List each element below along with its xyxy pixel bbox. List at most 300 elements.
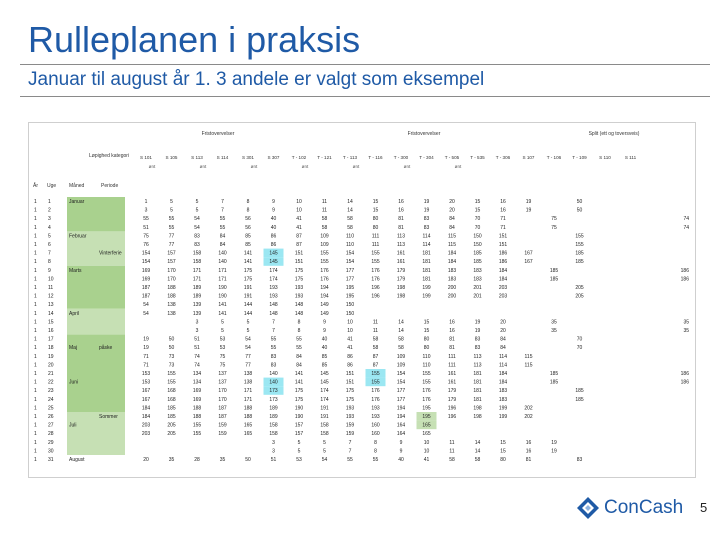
table-cell: 167 bbox=[524, 259, 533, 266]
table-cell: 185 bbox=[575, 259, 584, 266]
table-cell: 11 bbox=[321, 199, 328, 205]
table-cell: 40 bbox=[270, 216, 277, 223]
table-cell: 3 bbox=[144, 207, 148, 214]
table-cell: 170 bbox=[167, 276, 176, 283]
table-cell: 19 bbox=[525, 199, 532, 205]
table-cell: 80 bbox=[500, 457, 506, 463]
table-cell: 19 bbox=[474, 328, 481, 334]
table-cell: 41 bbox=[296, 224, 302, 231]
table-cell: 157 bbox=[167, 259, 176, 266]
table-cell: 155 bbox=[167, 379, 176, 386]
table-cell: 9 bbox=[323, 328, 326, 334]
table-cell: 202 bbox=[524, 405, 533, 412]
table-cell: 170 bbox=[218, 396, 227, 403]
table-cell: 159 bbox=[218, 431, 227, 438]
column-sublabel: ønt bbox=[199, 164, 207, 169]
table-cell: 115 bbox=[524, 353, 533, 360]
table-cell: 193 bbox=[345, 414, 355, 420]
row-year: 1 bbox=[34, 276, 37, 283]
table-cell: 144 bbox=[243, 310, 253, 317]
table-cell: 169 bbox=[192, 388, 202, 395]
table-cell: 84 bbox=[296, 362, 302, 369]
period-label: Januar bbox=[69, 199, 85, 205]
table-cell: 149 bbox=[320, 302, 329, 309]
table-cell: 8 bbox=[246, 199, 250, 205]
row-week: 24 bbox=[48, 396, 54, 403]
table-cell: 195 bbox=[422, 405, 431, 412]
table-cell: 141 bbox=[218, 302, 227, 309]
row-week: 12 bbox=[48, 293, 54, 300]
table-cell: 109 bbox=[396, 362, 406, 369]
row-year: 1 bbox=[34, 224, 37, 231]
table-cell: 205 bbox=[167, 422, 176, 429]
table-cell: 185 bbox=[549, 371, 559, 377]
table-cell: 58 bbox=[372, 336, 379, 343]
table-cell: 16 bbox=[398, 199, 404, 205]
table-cell: 153 bbox=[141, 371, 151, 377]
table-cell: 85 bbox=[245, 233, 251, 240]
table-cell: 77 bbox=[168, 233, 175, 240]
table-cell: 81 bbox=[398, 216, 404, 223]
row-week: 29 bbox=[48, 439, 54, 446]
table-cell: 16 bbox=[500, 199, 506, 205]
table-cell: 114 bbox=[422, 233, 431, 240]
row-week: 26 bbox=[48, 414, 54, 420]
table-cell: 165 bbox=[422, 431, 431, 438]
column-header: T - 113 bbox=[342, 155, 358, 160]
table-cell: 54 bbox=[143, 302, 149, 309]
table-cell: 138 bbox=[243, 379, 253, 386]
row-year: 1 bbox=[34, 439, 37, 446]
table-cell: 84 bbox=[500, 336, 506, 343]
table-cell: 177 bbox=[345, 276, 355, 283]
table-cell: 141 bbox=[218, 310, 227, 317]
table-cell: 138 bbox=[167, 302, 176, 309]
table-cell: 55 bbox=[219, 216, 226, 223]
table-cell: 15 bbox=[500, 448, 506, 455]
table-cell: 188 bbox=[243, 414, 253, 420]
table-cell: 20 bbox=[449, 199, 455, 205]
table-cell: 194 bbox=[396, 405, 406, 412]
row-week: 17 bbox=[48, 336, 54, 343]
table-cell: 1 bbox=[144, 199, 148, 205]
table-cell: 14 bbox=[474, 439, 481, 446]
table-cell: 7 bbox=[348, 439, 352, 446]
table-cell: 70 bbox=[474, 216, 481, 223]
table-cell: 83 bbox=[270, 362, 277, 369]
row-year: 1 bbox=[34, 457, 37, 463]
table-cell: 141 bbox=[294, 371, 304, 377]
table-cell: 16 bbox=[398, 207, 404, 214]
table-cell: 195 bbox=[422, 414, 431, 420]
column-header: S 307 bbox=[267, 155, 280, 160]
table-cell: 158 bbox=[269, 422, 278, 429]
table-cell: 115 bbox=[448, 242, 456, 248]
table-cell: 201 bbox=[473, 285, 482, 291]
table-cell: 189 bbox=[269, 405, 278, 412]
column-header: S 105 bbox=[165, 155, 178, 160]
left-header: Periode bbox=[101, 183, 119, 189]
table-cell: 137 bbox=[218, 379, 227, 386]
row-year: 1 bbox=[34, 250, 37, 257]
row-year: 1 bbox=[34, 414, 37, 420]
row-year: 1 bbox=[34, 371, 37, 377]
table-cell: 77 bbox=[168, 242, 175, 248]
table-cell: 20 bbox=[449, 207, 455, 214]
table-cell: 58 bbox=[474, 457, 481, 463]
column-sublabel: ønt bbox=[301, 164, 309, 169]
table-cell: 171 bbox=[218, 276, 227, 283]
row-year: 1 bbox=[34, 319, 37, 326]
row-week: 4 bbox=[48, 224, 51, 231]
table-cell: 190 bbox=[294, 405, 304, 412]
column-sublabel: ønt bbox=[352, 164, 360, 169]
table-cell: 74 bbox=[194, 362, 200, 369]
table-cell: 58 bbox=[347, 216, 353, 223]
table-cell: 86 bbox=[347, 353, 353, 360]
table-cell: 155 bbox=[371, 259, 380, 266]
table-cell: 10 bbox=[423, 439, 430, 446]
table-cell: 3 bbox=[272, 448, 275, 455]
table-cell: 183 bbox=[473, 276, 482, 283]
row-week: 20 bbox=[48, 362, 54, 369]
table-cell: 155 bbox=[192, 422, 202, 429]
table-cell: 11 bbox=[372, 328, 379, 334]
table-cell: 81 bbox=[525, 457, 532, 463]
table-cell: 85 bbox=[321, 362, 328, 369]
table-cell: 81 bbox=[449, 336, 455, 343]
table-cell: 16 bbox=[500, 207, 506, 214]
table-cell: 20 bbox=[143, 457, 149, 463]
column-header: T - 102 bbox=[291, 155, 307, 160]
right-edge-value: 186 bbox=[680, 276, 689, 283]
table-cell: 83 bbox=[576, 457, 583, 463]
table-cell: 181 bbox=[422, 259, 431, 266]
table-cell: 194 bbox=[320, 293, 329, 300]
period-label: påske bbox=[99, 345, 113, 352]
table-cell: 111 bbox=[371, 242, 380, 248]
table-cell: 201 bbox=[473, 293, 482, 300]
table-cell: 141 bbox=[243, 250, 253, 257]
column-header: T - 304 bbox=[419, 155, 434, 160]
table-cell: 53 bbox=[219, 345, 226, 352]
row-week: 18 bbox=[48, 345, 54, 352]
table-cell: 176 bbox=[371, 276, 380, 283]
table-cell: 203 bbox=[141, 431, 151, 438]
row-year: 1 bbox=[34, 353, 37, 360]
table-cell: 70 bbox=[576, 345, 583, 352]
row-week: 25 bbox=[48, 405, 54, 412]
period-label: Maj bbox=[69, 345, 78, 352]
table-cell: 10 bbox=[347, 319, 353, 326]
table-cell: 75 bbox=[219, 362, 226, 369]
table-cell: 200 bbox=[447, 293, 457, 300]
table-cell: 187 bbox=[218, 405, 227, 412]
table-cell: 175 bbox=[294, 276, 304, 283]
table-cell: 5 bbox=[246, 328, 250, 334]
logo-text: ConCash bbox=[604, 497, 684, 518]
table-cell: 148 bbox=[269, 310, 278, 317]
column-sublabel: ønt bbox=[250, 164, 258, 169]
table-cell: 83 bbox=[423, 224, 430, 231]
table-cell: 19 bbox=[474, 319, 481, 326]
table-cell: 193 bbox=[269, 285, 278, 291]
column-header: S 111 bbox=[624, 155, 637, 160]
row-year: 1 bbox=[34, 448, 37, 455]
table-cell: 138 bbox=[167, 310, 176, 317]
table-cell: 58 bbox=[398, 336, 404, 343]
table-cell: 8 bbox=[297, 319, 301, 326]
table-cell: 9 bbox=[399, 439, 403, 446]
table-cell: 85 bbox=[245, 242, 251, 248]
slide-title: Rulleplanen i praksis bbox=[28, 19, 361, 60]
table-cell: 145 bbox=[269, 259, 278, 266]
table-cell: 7 bbox=[221, 199, 224, 205]
spreadsheet-image bbox=[28, 122, 696, 478]
table-cell: 171 bbox=[192, 276, 202, 283]
table-cell: 191 bbox=[243, 293, 253, 300]
row-week: 27 bbox=[48, 422, 54, 429]
row-week: 2 bbox=[48, 207, 51, 214]
table-cell: 177 bbox=[396, 388, 406, 395]
table-cell: 50 bbox=[168, 336, 175, 343]
row-year: 1 bbox=[34, 199, 37, 205]
table-cell: 28 bbox=[194, 457, 200, 463]
table-cell: 5 bbox=[170, 207, 173, 214]
table-cell: 140 bbox=[218, 250, 227, 257]
table-cell: 154 bbox=[345, 250, 355, 257]
table-cell: 191 bbox=[320, 405, 329, 412]
row-week: 8 bbox=[48, 259, 51, 266]
table-cell: 55 bbox=[347, 457, 353, 463]
table-cell: 110 bbox=[422, 353, 431, 360]
table-cell: 87 bbox=[372, 362, 379, 369]
table-cell: 155 bbox=[371, 379, 380, 386]
row-year: 1 bbox=[34, 345, 37, 352]
table-cell: 15 bbox=[423, 319, 430, 326]
row-year: 1 bbox=[34, 293, 37, 300]
table-cell: 187 bbox=[218, 414, 227, 420]
table-cell: 168 bbox=[167, 388, 176, 395]
right-edge-value: 74 bbox=[683, 216, 689, 223]
table-cell: 154 bbox=[396, 371, 406, 377]
table-cell: 50 bbox=[168, 345, 175, 352]
table-cell: 161 bbox=[396, 259, 406, 266]
table-cell: 7 bbox=[272, 328, 275, 334]
table-cell: 70 bbox=[576, 336, 583, 343]
table-cell: 84 bbox=[219, 242, 226, 248]
left-header: Uge bbox=[47, 183, 57, 189]
table-cell: 176 bbox=[320, 276, 329, 283]
table-cell: 173 bbox=[269, 396, 278, 403]
table-cell: 8 bbox=[374, 448, 377, 455]
table-cell: 141 bbox=[294, 379, 304, 386]
table-cell: 5 bbox=[221, 319, 224, 326]
table-cell: 14 bbox=[398, 319, 404, 326]
table-cell: 171 bbox=[243, 396, 253, 403]
row-week: 1 bbox=[48, 199, 51, 205]
table-cell: 51 bbox=[270, 457, 277, 463]
row-year: 1 bbox=[34, 259, 37, 266]
row-year: 1 bbox=[34, 379, 37, 386]
table-cell: 5 bbox=[323, 448, 326, 455]
table-cell: 157 bbox=[294, 431, 304, 438]
table-cell: 3 bbox=[195, 319, 199, 326]
table-cell: 193 bbox=[345, 405, 355, 412]
table-cell: 183 bbox=[498, 388, 508, 395]
table-cell: 155 bbox=[371, 250, 380, 257]
table-cell: 14 bbox=[474, 448, 481, 455]
table-cell: 160 bbox=[371, 431, 380, 438]
table-cell: 193 bbox=[294, 285, 304, 291]
table-cell: 184 bbox=[141, 414, 151, 420]
column-header: S 113 bbox=[191, 155, 203, 160]
table-cell: 159 bbox=[345, 431, 355, 438]
table-cell: 114 bbox=[422, 242, 431, 248]
table-cell: 113 bbox=[397, 233, 405, 240]
table-cell: 148 bbox=[294, 310, 304, 317]
table-cell: 139 bbox=[192, 302, 202, 309]
table-cell: 199 bbox=[422, 285, 431, 291]
table-cell: 35 bbox=[219, 457, 226, 463]
table-cell: 202 bbox=[524, 414, 533, 420]
table-cell: 7 bbox=[348, 448, 352, 455]
row-year: 1 bbox=[34, 310, 37, 317]
table-cell: 11 bbox=[321, 207, 328, 214]
right-edge-value: 186 bbox=[680, 267, 689, 274]
table-cell: 171 bbox=[243, 388, 253, 395]
table-cell: 114 bbox=[499, 353, 507, 360]
table-cell: 55 bbox=[270, 345, 277, 352]
table-cell: 176 bbox=[371, 267, 380, 274]
table-cell: 5 bbox=[221, 328, 224, 334]
table-cell: 111 bbox=[371, 233, 380, 240]
table-cell: 58 bbox=[321, 216, 328, 223]
left-header: År bbox=[33, 183, 38, 189]
table-cell: 19 bbox=[143, 345, 149, 352]
row-year: 1 bbox=[34, 242, 37, 248]
table-cell: 110 bbox=[346, 242, 354, 248]
table-cell: 10 bbox=[347, 328, 353, 334]
table-cell: 175 bbox=[345, 396, 355, 403]
row-week: 16 bbox=[48, 328, 54, 334]
row-week: 15 bbox=[48, 319, 54, 326]
table-cell: 3 bbox=[272, 439, 275, 446]
table-cell: 54 bbox=[321, 457, 328, 463]
table-cell: 183 bbox=[447, 267, 457, 274]
right-edge-value: 74 bbox=[683, 224, 689, 231]
table-cell: 159 bbox=[218, 422, 227, 429]
row-year: 1 bbox=[34, 233, 37, 240]
table-cell: 196 bbox=[371, 293, 380, 300]
table-cell: 159 bbox=[345, 422, 355, 429]
logo-icon bbox=[576, 496, 600, 520]
table-cell: 40 bbox=[398, 457, 404, 463]
table-cell: 149 bbox=[320, 310, 329, 317]
table-cell: 5 bbox=[170, 199, 173, 205]
table-cell: 183 bbox=[498, 396, 508, 403]
table-cell: 53 bbox=[296, 457, 302, 463]
table-cell: 150 bbox=[473, 242, 482, 248]
table-cell: 111 bbox=[448, 353, 456, 360]
table-cell: 184 bbox=[447, 250, 457, 257]
table-cell: 185 bbox=[167, 405, 176, 412]
table-cell: 199 bbox=[422, 293, 431, 300]
table-cell: 84 bbox=[296, 353, 302, 360]
table-cell: 170 bbox=[167, 267, 176, 274]
table-cell: 190 bbox=[294, 414, 304, 420]
table-cell: 75 bbox=[219, 353, 226, 360]
table-cell: 191 bbox=[320, 414, 329, 420]
table-cell: 155 bbox=[422, 379, 431, 386]
table-cell: 171 bbox=[218, 267, 227, 274]
table-cell: 158 bbox=[192, 250, 202, 257]
table-cell: 54 bbox=[143, 310, 149, 317]
table-cell: 164 bbox=[396, 431, 406, 438]
table-cell: 167 bbox=[524, 250, 533, 257]
row-year: 1 bbox=[34, 216, 37, 223]
row-week: 6 bbox=[48, 242, 51, 248]
table-cell: 84 bbox=[500, 345, 506, 352]
table-cell: 193 bbox=[269, 293, 278, 300]
table-cell: 55 bbox=[270, 336, 277, 343]
table-cell: 58 bbox=[372, 345, 379, 352]
right-edge-value: 35 bbox=[683, 328, 689, 334]
table-cell: 114 bbox=[499, 362, 507, 369]
table-cell: 198 bbox=[473, 414, 482, 420]
table-cell: 176 bbox=[320, 267, 329, 274]
table-cell: 189 bbox=[192, 285, 202, 291]
row-week: 5 bbox=[48, 233, 51, 240]
table-cell: 145 bbox=[269, 250, 278, 257]
table-cell: 155 bbox=[320, 250, 329, 257]
table-cell: 85 bbox=[321, 353, 328, 360]
table-cell: 10 bbox=[423, 448, 430, 455]
table-cell: 151 bbox=[294, 259, 304, 266]
table-cell: 185 bbox=[575, 388, 584, 395]
row-year: 1 bbox=[34, 362, 37, 369]
table-cell: 200 bbox=[447, 285, 457, 291]
table-cell: 51 bbox=[194, 336, 200, 343]
row-week: 22 bbox=[48, 379, 54, 386]
table-cell: 11 bbox=[449, 448, 455, 455]
table-cell: 184 bbox=[447, 259, 457, 266]
table-cell: 184 bbox=[498, 371, 508, 377]
table-cell: 58 bbox=[449, 457, 455, 463]
table-cell: 151 bbox=[498, 233, 508, 240]
table-cell: 19 bbox=[551, 439, 557, 446]
table-cell: 158 bbox=[269, 431, 278, 438]
table-cell: 184 bbox=[498, 267, 508, 274]
table-cell: 80 bbox=[423, 336, 430, 343]
table-cell: 154 bbox=[396, 379, 406, 386]
table-cell: 187 bbox=[141, 293, 151, 300]
table-cell: 54 bbox=[194, 216, 200, 223]
table-cell: 154 bbox=[345, 259, 355, 266]
table-cell: 19 bbox=[143, 336, 149, 343]
table-cell: 41 bbox=[347, 336, 353, 343]
row-week: 9 bbox=[48, 267, 51, 274]
table-cell: 198 bbox=[396, 293, 406, 300]
table-cell: 150 bbox=[345, 302, 355, 309]
table-cell: 71 bbox=[500, 216, 506, 223]
right-edge-value: 186 bbox=[680, 371, 689, 377]
table-cell: 41 bbox=[347, 345, 353, 352]
table-cell: 203 bbox=[498, 293, 508, 300]
table-cell: 155 bbox=[371, 371, 380, 377]
table-cell: 175 bbox=[294, 388, 304, 395]
column-header: S 107 bbox=[522, 155, 535, 160]
